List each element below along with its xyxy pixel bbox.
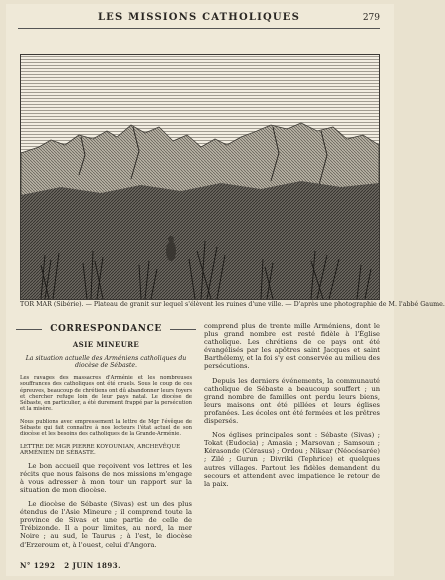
body-paragraph: Le diocèse de Sébaste (Sivas) est un des plus étendus de l'Asie Mineure ; il comprend toute la province de Sivas et une partie de celle de Trébizonde. Il a pour limites, au nord, la mer Noire ; au sud, le Taurus ; à l'est, le diocèse d'Erzeroum et, à l'ouest, celui d'Angora. <box>20 500 192 549</box>
region-heading: ASIE MINEURE <box>72 340 140 349</box>
right-column <box>204 322 380 488</box>
page-footer <box>20 561 121 570</box>
section-heading: CORRESPONDANCE <box>46 322 166 336</box>
page <box>6 4 445 576</box>
page-number: 279 <box>362 13 380 23</box>
figure-caption: TOR MAR (Sibérie). — Plateau de granit sur lequel s'élèvent les ruines d'une ville. — D'après une photographie de M. l'abbé Gaume. <box>20 301 445 308</box>
journal-title: LES MISSIONS CATHOLIQUES <box>97 12 301 23</box>
letter-signature: LETTRE DE MGR PIERRE KOYOUNIAN, ARCHEVÊQUE ARMÉNIEN DE SÉBASTE. <box>20 443 181 456</box>
issue-number: N° 1292 <box>20 561 56 570</box>
engraving-illustration <box>20 54 380 300</box>
left-column <box>20 322 192 549</box>
intro-paragraph-2: Nous publions avec empressement la lettre de Mgr l'évêque de Sébaste qui fait connaître à nos lecteurs l'état actuel de son diocèse et les besoins des catholiques de la Grande-Arménie. <box>20 418 192 438</box>
running-header <box>18 12 380 29</box>
body-paragraph: Depuis les derniers événements, la communauté catholique de Sébaste a beaucoup souffert ; un grand nombre de familles ont perdu leurs biens, leurs maisons ont été pillées et leurs églises profanées. Les écoles ont été fermées et les prêtres dispersés. <box>204 376 380 426</box>
body-paragraph: Nos églises principales sont : Sébaste (Sivas) ; Tokat (Eudocia) ; Amasia ; Marsovan ; Samsoun ; Kérasonde (Cérasus) ; Ordou ; Niksar (Néocésarée) ; Zilé ; Gurun ; Divriki (Tephrice) et quelques autres villages. Partout les fidèles demandent du secours et attendent avec impatience le retour de la paix. <box>204 431 380 488</box>
body-paragraph: comprend plus de trente mille Arméniens, dont le plus grand nombre est resté fidèle à l'Église catholique. Les chrétiens de ce pays ont été évangélisés par les apôtres saint Jacques et saint Barthélemy, et la foi s'y est conservée au milieu des persécutions. <box>204 322 380 371</box>
landscape-engraving <box>21 55 379 299</box>
body-paragraph: Le bon accueil que reçoivent vos lettres et les récits que nous faisons de nos missions m'engage à vous adresser à mon tour un rapport sur la situation de mon diocèse. <box>20 461 192 494</box>
article-subtitle: La situation actuelle des Arméniens catholiques du diocèse de Sébaste. <box>25 355 187 369</box>
issue-date: 2 JUIN 1893. <box>64 561 122 570</box>
intro-paragraph: Les ravages des massacres d'Arménie et les nombreuses souffrances des catholiques ont été cruels. Sous le coup de ces épreuves, beaucoup de chrétiens ont dû abandonner leurs foyers et chercher refuge loin de leur pays natal. Le diocèse de Sébaste, en particulier, a été durement frappé par la persécution et la misère. <box>20 375 192 413</box>
